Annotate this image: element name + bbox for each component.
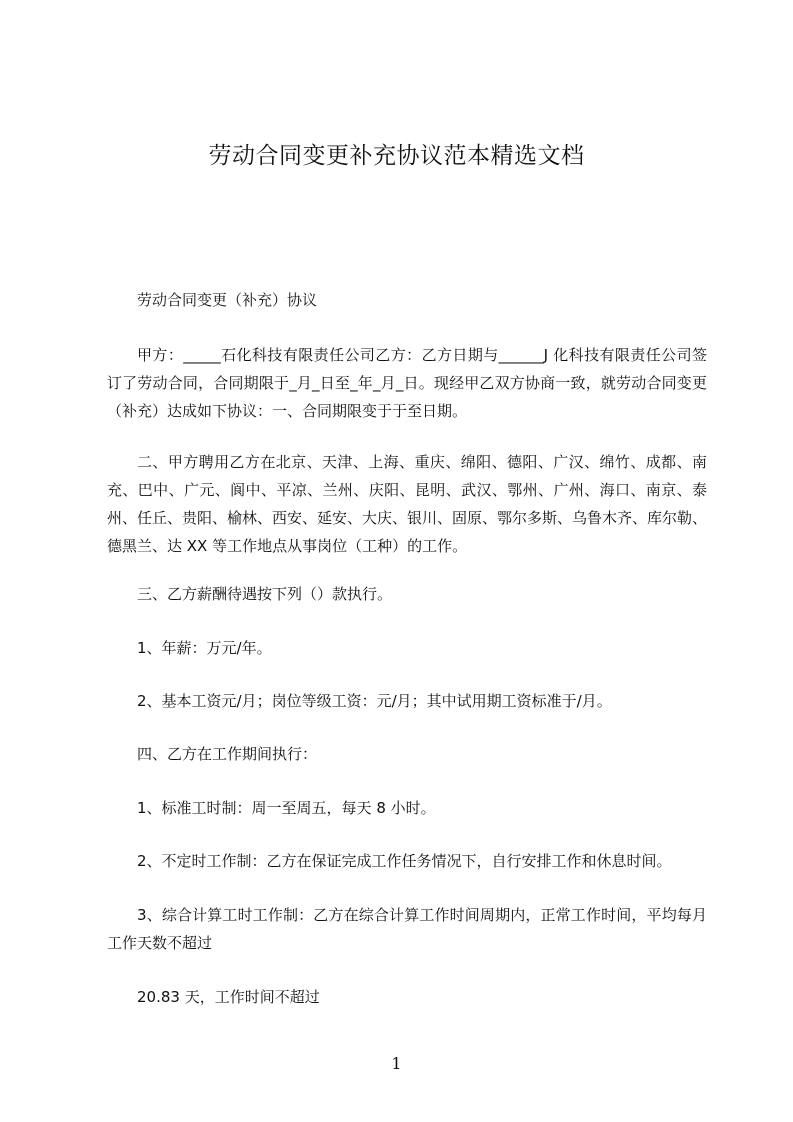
paragraph-flexible-hours: 2、不定时工作制：乙方在保证完成工作任务情况下，自行安排工作和休息时间。 [137,852,672,870]
paragraph-base-salary: 2、基本工资元/月；岗位等级工资：元/月；其中试用期工资标准于/月。 [137,692,612,710]
paragraph-working-hours-heading: 四、乙方在工作期间执行： [137,745,318,763]
paragraph-standard-hours: 1、标准工时制：周一至周五，每天 8 小时。 [137,799,436,817]
paragraph-salary-heading: 三、乙方薪酬待遇按下列（）款执行。 [137,585,393,603]
paragraph-annual-salary: 1、年薪：万元/年。 [137,639,272,657]
paragraph-comprehensive-hours: 3、综合计算工时工作制：乙方在综合计算工作时间周期内，正常工作时间，平均每月工作天数不超过 [107,906,707,952]
paragraph-work-locations: 二、甲方聘用乙方在北京、天津、上海、重庆、绵阳、德阳、广汉、绵竹、成都、南充、巴中、广元、阆中、平凉、兰州、庆阳、昆明、武汉、鄂州、广州、海口、南京、泰州、任丘、贵阳、榆林、西安、延安、大庆、银川、固原、鄂尔多斯、乌鲁木齐、库尔勒、德黑兰、达 XX 等工作地点从事岗位（工种）的工作。 [107,453,708,555]
page-number: 1 [391,1054,402,1073]
document-title: 劳动合同变更补充协议范本精选文档 [208,143,585,169]
paragraph-parties: 甲方：_____石化科技有限责任公司乙方：乙方日期与______J 化科技有限责任公司签订了劳动合同，合同期限于_月_日至_年_月_日。现经甲乙双方协商一致，就劳动合同变更（补充）达成如下协议：一、合同期限变于于至日期。 [107,346,707,420]
paragraph-agreement-heading: 劳动合同变更（补充）协议 [137,291,318,309]
paragraph-monthly-limit: 20.83 天，工作时间不超过 [137,988,320,1006]
